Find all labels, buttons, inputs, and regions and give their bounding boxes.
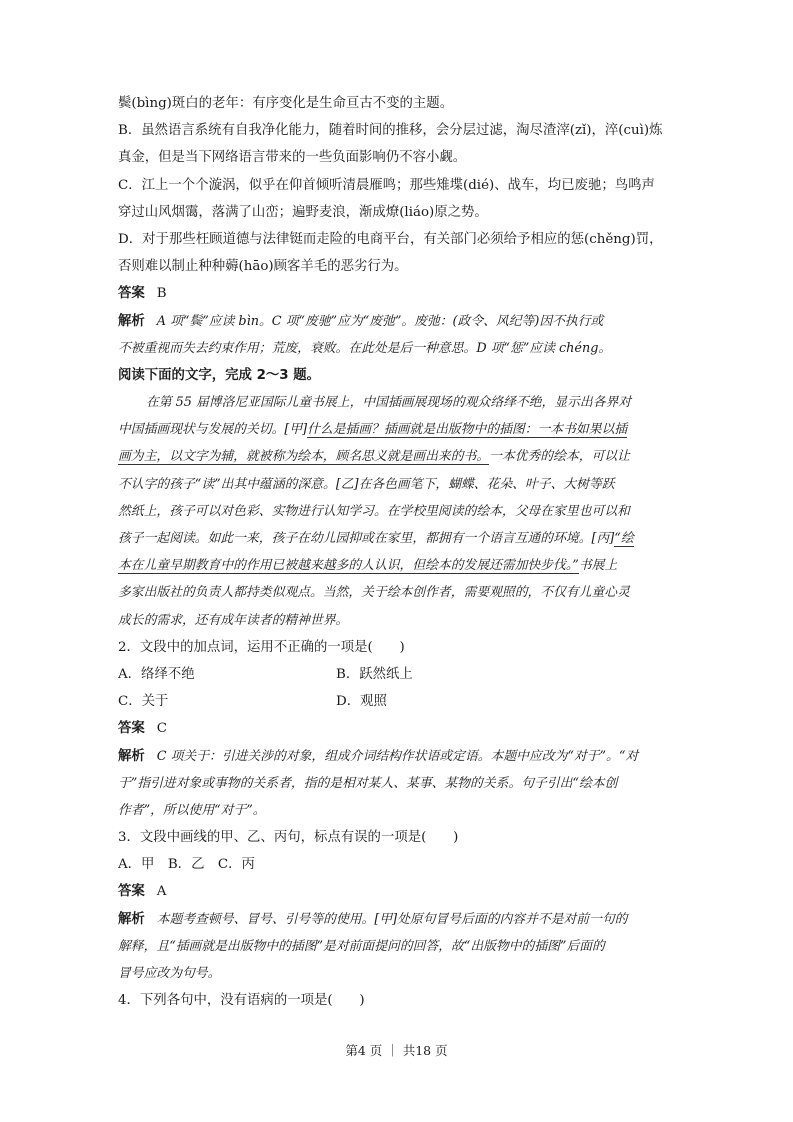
- passage-line-1: 在第 55 届博洛尼亚国际儿童书展上，中国插画展现场的观众络绎不绝，显示出各界对: [146, 395, 632, 411]
- q2-answer: [118, 715, 678, 742]
- passage-text: 孩子一起阅读。如此一来，孩子在幼儿园抑或在家里，都拥有一个语言互通的环境。[丙]: [118, 531, 615, 546]
- q1-option-b-line1: B．虽然语言系统有自我净化能力，随着时间的推移，会分层过滤，淘尽渣滓(zǐ)，淬(cuì)炼: [118, 123, 663, 139]
- q3-options: A．甲 B．乙 C．丙: [118, 857, 255, 873]
- q3-analysis-line1: [118, 906, 678, 933]
- passage-line-6: [118, 525, 678, 552]
- q2-analysis-line1: [118, 743, 678, 770]
- answer-value: A: [156, 884, 167, 900]
- q2-analysis-line2: 于”指引进对象或事物的关系者，指的是相对某人、某事、某物的关系。句子引出“绘本创: [118, 775, 618, 791]
- q1-option-c-line2: 穿过山风烟霭，落满了山峦；遍野麦浪，渐成燎(liáo)原之势。: [118, 204, 488, 220]
- document-body: [118, 90, 678, 1014]
- reading-intro: 阅读下面的文字，完成 2～3 题。: [118, 367, 321, 383]
- passage-line-3: [118, 443, 678, 470]
- q2-options-row-1: [118, 661, 678, 688]
- passage-line-2: [118, 416, 678, 443]
- q4-stem: 4．下列各句中，没有语病的一项是( ): [118, 993, 365, 1009]
- underlined-sentence-bing-cont: 本在儿童早期教育中的作用已被越来越多的人认识，但绘本的发展还需加快步伐。”: [118, 558, 579, 574]
- answer-label: 答案: [118, 286, 145, 302]
- passage-line-9: 成长的需求，还有成年读者的精神世界。: [118, 612, 349, 628]
- q2-stem: 2．文段中的加点词，运用不正确的一项是( ): [118, 639, 405, 655]
- underlined-sentence-jia: 什么是插画？插画就是出版物中的插图：一本书如果以插: [307, 422, 628, 438]
- analysis-label: 解析: [118, 748, 145, 764]
- analysis-text: 本题考查顿号、冒号、引号等的使用。[甲]处原句冒号后面的内容并不是对前一句的: [156, 911, 628, 927]
- q2-option-d: D．观照: [336, 694, 387, 710]
- answer-label: 答案: [118, 884, 145, 900]
- passage-line-7: [118, 552, 678, 579]
- passage-line-4: 不认字的孩子“读”出其中蕴涵的深意。[乙]在各色画笔下，蝴蝶、花朵、叶子、大树等跃: [118, 476, 615, 492]
- answer-label: 答案: [118, 721, 145, 737]
- q1-analysis-line2: 不被重视而失去约束作用；荒废，衰败。在此处是后一种意思。D 项“惩”应读 chéng。: [118, 340, 612, 356]
- page-footer: 第4 页 ｜ 共18 页: [345, 1043, 448, 1058]
- answer-value: C: [156, 721, 168, 737]
- q2-analysis-line3: 作者”，所以使用“对于”。: [118, 802, 266, 818]
- q3-analysis-line3: 冒号应改为句号。: [118, 966, 221, 981]
- analysis-label: 解析: [118, 313, 145, 329]
- passage-text: 一本优秀的绘本，可以让: [489, 449, 630, 465]
- q3-answer: [118, 878, 678, 905]
- q1-option-b-line2: 真金，但是当下网络语言带来的一些负面影响仍不容小觑。: [118, 150, 467, 166]
- q1-option-d-line1: D．对于那些枉顾道德与法律铤而走险的电商平台，有关部门必须给予相应的惩(chěng)罚，: [118, 231, 663, 247]
- analysis-text: A 项“鬓”应读 bìn。C 项“废驰”应为“废弛”。废弛：(政令、风纪等)因不执行或: [156, 313, 604, 329]
- underlined-sentence-bing: “绘: [614, 531, 634, 546]
- q1-option-c-line1: C．江上一个个漩涡，似乎在仰首倾听清晨雁鸣；那些雉堞(dié)、战车，均已废驰；鸟鸣声: [118, 177, 655, 193]
- q2-option-b: B．跃然纸上: [336, 666, 413, 682]
- q1-option-d-line2: 否则难以制止种种薅(hāo)顾客羊毛的恶劣行为。: [118, 259, 408, 275]
- passage-text: 书展上: [578, 558, 618, 574]
- q3-analysis-line2: 解释，且“插画就是出版物中的插图”是对前面提问的回答，故“出版物中的插图”后面的: [118, 938, 605, 954]
- q2-option-c: C．关于: [118, 694, 169, 710]
- underlined-sentence-jia-cont: 画为主，以文字为辅，就被称为绘本，顾名思义就是画出来的书。: [118, 449, 490, 465]
- q3-stem: 3．文段中画线的甲、乙、丙句，标点有误的一项是( ): [118, 830, 459, 846]
- q1-answer: [118, 280, 678, 307]
- passage-line-5: 然纸上，孩子可以对色彩、实物进行认知学习。在学校里阅读的绘本，父母在家里也可以和: [118, 503, 630, 519]
- q1-analysis-line1: [118, 308, 678, 335]
- passage-text: 中国插画现状与发展的关切。[甲]: [118, 422, 308, 438]
- q2-options-row-2: [118, 688, 678, 715]
- analysis-label: 解析: [118, 911, 145, 927]
- q1-option-a-tail: 鬓(bìng)斑白的老年：有序变化是生命亘古不变的主题。: [118, 96, 454, 111]
- passage-line-8: 多家出版社的负责人都持类似观点。当然，关于绘本创作者，需要观照的，不仅有儿童心灵: [118, 585, 630, 601]
- analysis-text: C 项关于：引进关涉的对象，组成介词结构作状语或定语。本题中应改为“对于”。“对: [156, 748, 639, 764]
- answer-value: B: [156, 286, 167, 302]
- q2-option-a: A．络绎不绝: [118, 666, 195, 682]
